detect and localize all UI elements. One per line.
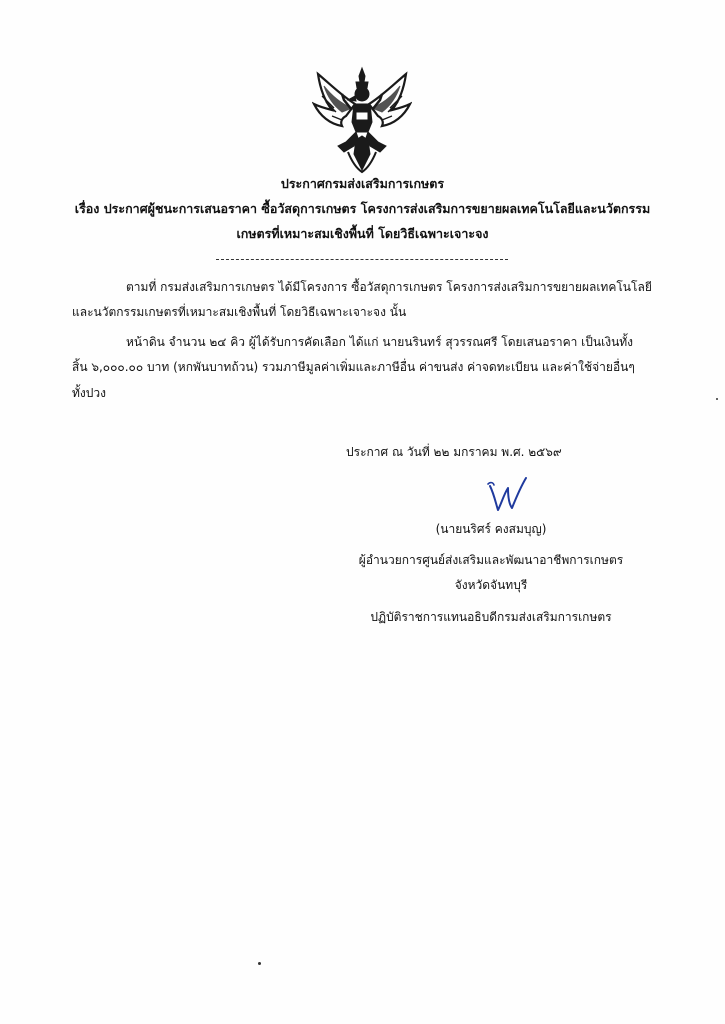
signatory-name: (นายนริศร์ คงสมบุญ): [435, 522, 547, 536]
issuer-heading: ประกาศกรมส่งเสริมการเกษตร: [280, 176, 445, 191]
scan-speck: [258, 962, 261, 965]
signatory-position-line-2: จังหวัดจันทบุรี: [454, 578, 528, 592]
subject-line-2: เกษตรที่เหมาะสมเชิงพื้นที่ โดยวิธีเฉพาะเจาะจง: [236, 226, 489, 241]
signatory-acting-for: ปฏิบัติราชการแทนอธิบดีกรมส่งเสริมการเกษตร: [370, 610, 612, 624]
dashed-divider: [216, 259, 508, 260]
paragraph-1-line-1: ตามที่ กรมส่งเสริมการเกษตร ได้มีโครงการ ซื้อวัสดุการเกษตร โครงการส่งเสริมการขยายผลเทคโนโลยี: [126, 280, 652, 294]
paragraph-1-line-2: และนวัตกรรมเกษตรที่เหมาะสมเชิงพื้นที่ โดยวิธีเฉพาะเจาะจง นั้น: [72, 305, 407, 319]
scan-speck: [716, 398, 718, 400]
garuda-emblem-icon: [312, 66, 412, 174]
signatory-position-line-1: ผู้อำนวยการศูนย์ส่งเสริมและพัฒนาอาชีพการเกษตร: [358, 553, 624, 567]
announcement-date: ประกาศ ณ วันที่ ๒๒ มกราคม พ.ศ. ๒๕๖๙: [346, 445, 562, 459]
paragraph-2-line-1: หน้าดิน จำนวน ๒๔ คิว ผู้ได้รับการคัดเลือก ได้แก่ นายนรินทร์ สุวรรณศรี โดยเสนอราคา เป็นเงินทั้ง: [126, 335, 634, 349]
subject-line-1: เรื่อง ประกาศผู้ชนะการเสนอราคา ซื้อวัสดุการเกษตร โครงการส่งเสริมการขยายผลเทคโนโลยีและนวัตกรรม: [74, 201, 651, 216]
paragraph-2-line-3: ทั้งปวง: [72, 386, 106, 400]
paragraph-2-line-2: สิ้น ๖,๐๐๐.๐๐ บาท (หกพันบาทถ้วน) รวมภาษีมูลค่าเพิ่มและภาษีอื่น ค่าขนส่ง ค่าจดทะเบียน และค่าใช้จ่ายอื่นๆ: [72, 360, 635, 374]
handwritten-signature: [484, 476, 530, 514]
